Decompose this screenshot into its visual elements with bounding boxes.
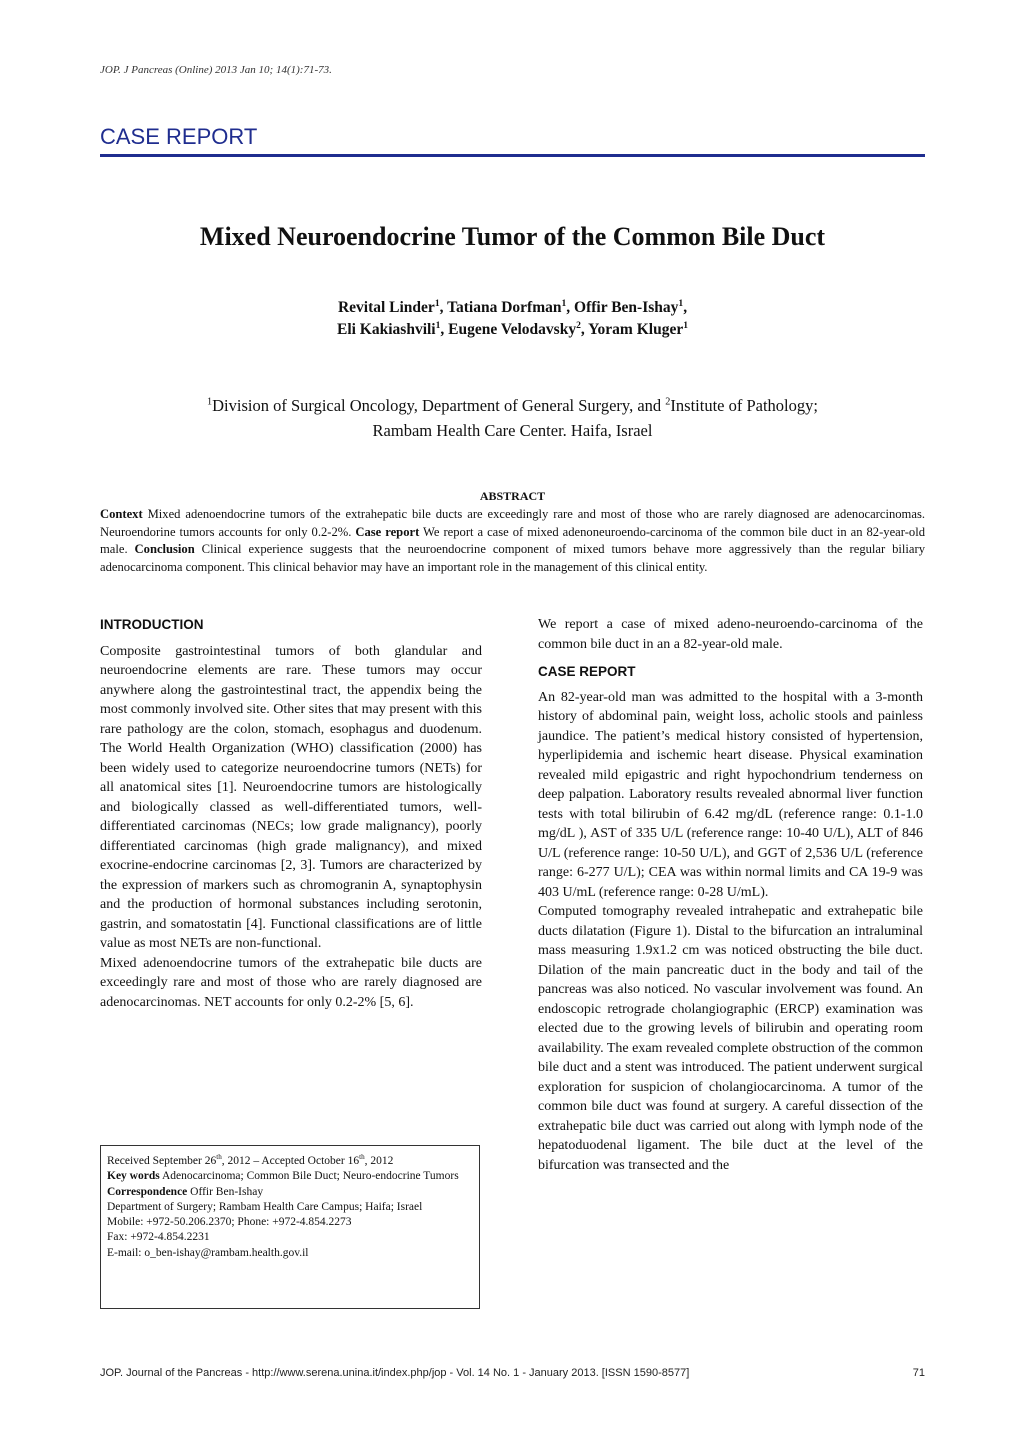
abstract-context: Mixed adenoendocrine tumors of the extrahepatic bile ducts are exceedingly rare and most of those who are rarely diagnosed are adenocarcinomas. Neuroendorine tumors accounts for only 0.2-2%. bbox=[100, 507, 925, 539]
abstract-conclusion: Clinical experience suggests that the neuroendocrine component of mixed tumors behave more aggressively than the regular biliary adenocarcinoma component. This clinical behavior may have an important role in the management of this clinical entity. bbox=[100, 542, 925, 574]
key-words bbox=[107, 1169, 473, 1184]
article-title: Mixed Neuroendocrine Tumor of the Common Bile Duct bbox=[199, 222, 826, 251]
author-list bbox=[100, 297, 925, 341]
page-footer bbox=[100, 1367, 925, 1379]
author-affil-mark: 1 bbox=[435, 319, 441, 331]
correspondence bbox=[107, 1185, 473, 1200]
affiliations bbox=[100, 393, 925, 443]
key-words-text: Adenocarcinoma; Common Bile Duct; Neuro-endocrine Tumors bbox=[159, 1170, 459, 1183]
author-affil-mark: 1 bbox=[434, 297, 440, 309]
correspondence-phones: Mobile: +972-50.206.2370; Phone: +972-4.854.2273 bbox=[107, 1216, 352, 1229]
introduction-paragraph: Mixed adenoendocrine tumors of the extrahepatic bile ducts are exceedingly rare and most of those who are rarely diagnosed are adenocarcinomas. NET accounts for only 0.2-2% [5, 6]. bbox=[100, 955, 482, 1010]
correspondence-fax: Fax: +972-4.854.2231 bbox=[107, 1231, 210, 1244]
right-column bbox=[538, 615, 923, 1175]
affil-text: Division of Surgical Oncology, Department of General Surgery, and bbox=[212, 396, 666, 415]
abstract-conclusion-label: Conclusion bbox=[134, 542, 195, 557]
article-info-box bbox=[100, 1145, 480, 1309]
introduction-heading: INTRODUCTION bbox=[100, 617, 204, 632]
key-words-label: Key words bbox=[107, 1170, 160, 1183]
author-name: , Yoram Kluger bbox=[580, 321, 684, 338]
author-affil-mark: 1 bbox=[561, 297, 567, 309]
abstract-heading: ABSTRACT bbox=[479, 489, 546, 503]
section-rule bbox=[100, 154, 925, 157]
case-report-paragraph: An 82-year-old man was admitted to the hospital with a 3-month history of abdominal pain, weight loss, acholic stools and painless jaundice. The patient’s medical history consisted of hypertension, hyperlipidemia and ischemic heart disease. Physical examination revealed mild epigastric and right hypochondrium tenderness on deep palpation. Laboratory results revealed abnormal liver function tests with total bilirubin of 6.42 mg/dL (reference range: 0.1-1.0 mg/dL ), AST of 335 U/L (reference range: 10-40 U/L), ALT of 846 U/L (reference range: 10-50 U/L), and GGT of 2,536 U/L (reference range: 6-277 U/L); CEA was within normal limits and CA 19-9 was 403 U/mL (reference range: 0-28 U/mL). bbox=[538, 689, 923, 900]
ordinal-suffix: th bbox=[359, 1153, 365, 1162]
author-name: Eli Kakiashvili bbox=[336, 321, 436, 338]
correspondence-name: Offir Ben-Ishay bbox=[187, 1185, 264, 1198]
author-name: , Tatiana Dorfman bbox=[439, 299, 562, 316]
accepted-text: , 2012 – Accepted October 16 bbox=[221, 1155, 360, 1167]
case-report-heading: CASE REPORT bbox=[538, 664, 636, 679]
abstract-context-label: Context bbox=[100, 507, 143, 521]
affil-mark: 2 bbox=[665, 396, 671, 408]
author-name: , Eugene Velodavsky bbox=[440, 321, 577, 338]
author-name: , Offir Ben-Ishay bbox=[566, 299, 679, 316]
abstract-case: We report a case of mixed adenoneuroendo-carcinoma of the common bile duct in an 82-year-old male. bbox=[100, 524, 925, 557]
correspondence-email: E-mail: o_ben-ishay@rambam.health.gov.il bbox=[107, 1246, 309, 1259]
received-text: Received September 26 bbox=[107, 1155, 217, 1167]
author-separator: , bbox=[683, 299, 688, 316]
ordinal-suffix: th bbox=[216, 1153, 222, 1162]
correspondence-address: Department of Surgery; Rambam Health Care Campus; Haifa; Israel bbox=[107, 1200, 423, 1213]
affil-text: Institute of Pathology; bbox=[670, 396, 818, 415]
accepted-year: , 2012 bbox=[364, 1155, 394, 1167]
affiliation-line-2: Rambam Health Care Center. Haifa, Israel bbox=[372, 421, 653, 440]
abstract-body bbox=[100, 506, 925, 576]
section-label: CASE REPORT bbox=[100, 124, 258, 149]
received-accepted bbox=[107, 1154, 473, 1169]
affil-mark: 1 bbox=[207, 396, 213, 408]
author-affil-mark: 2 bbox=[576, 319, 581, 331]
left-column bbox=[100, 615, 482, 1012]
author-name: Revital Linder bbox=[337, 299, 435, 316]
introduction-paragraph: Composite gastrointestinal tumors of both glandular and neuroendocrine elements are rare. These tumors may occur anywhere along the gastrointestinal tract, the appendix being the most commonly involved site. Other sites that may present with this rare pathology are the colon, stomach, esophagus and duodenum. The World Health Organization (WHO) classification (2000) has been widely used to categorize neuroendocrine tumors (NETs) for all anatomical sites [1]. Neuroendocrine tumors are histologically and biologically classed as well-differentiated tumors, well-differentiated carcinomas (NECs; low grade malignancy), poorly differentiated carcinomas (high grade malignancy), and mixed exocrine-endocrine carcinomas [2, 3]. Tumors are characterized by the expression of markers such as chromogranin A, synaptophysin and the production of hormonal substances including serotonin, gastrin, and somatostatin [4]. Functional classifications are of little value as most NETs are non-functional. bbox=[100, 643, 482, 951]
author-affil-mark: 1 bbox=[678, 297, 684, 309]
author-line-2 bbox=[100, 319, 925, 341]
running-head: JOP. J Pancreas (Online) 2013 Jan 10; 14(1):71-73. bbox=[100, 64, 332, 76]
page-number: 71 bbox=[912, 1367, 925, 1379]
introduction-paragraph: We report a case of mixed adeno-neuroendo-carcinoma of the common bile duct in an a 82-year-old male. bbox=[538, 617, 923, 652]
footer-citation: JOP. Journal of the Pancreas - http://www.serena.unina.it/index.php/jop - Vol. 14 No. 1 - January 2013. [ISSN 1590-8577] bbox=[100, 1367, 690, 1379]
abstract-case-label: Case report bbox=[355, 524, 420, 539]
author-line-1 bbox=[100, 297, 925, 319]
correspondence-label: Correspondence bbox=[107, 1185, 188, 1198]
author-affil-mark: 1 bbox=[683, 319, 688, 331]
case-report-paragraph: Computed tomography revealed intrahepatic and extrahepatic bile ducts dilatation (Figure 1). Distal to the bifurcation an intraluminal mass measuring 1.9x1.2 cm was noticed obstructing the bile duct. Dilation of the main pancreatic duct in the body and tail of the pancreas was also noticed. No vascular involvement was found. An endoscopic retrograde cholangiographic (ERCP) examination was elected due to the growing levels of bilirubin and operating room availability. The exam revealed complete obstruction of the common bile duct and a stent was introduced. The patient underwent surgical exploration for suspicion of cholangiocarcinoma. A tumor of the common bile duct was found at surgery. A careful dissection of the extrahepatic bile duct was carried out along with lymph node of the hepatoduodenal ligament. The bile duct at the level of the bifurcation was transected and the bbox=[538, 904, 923, 1173]
affiliation-line-1 bbox=[100, 393, 925, 418]
